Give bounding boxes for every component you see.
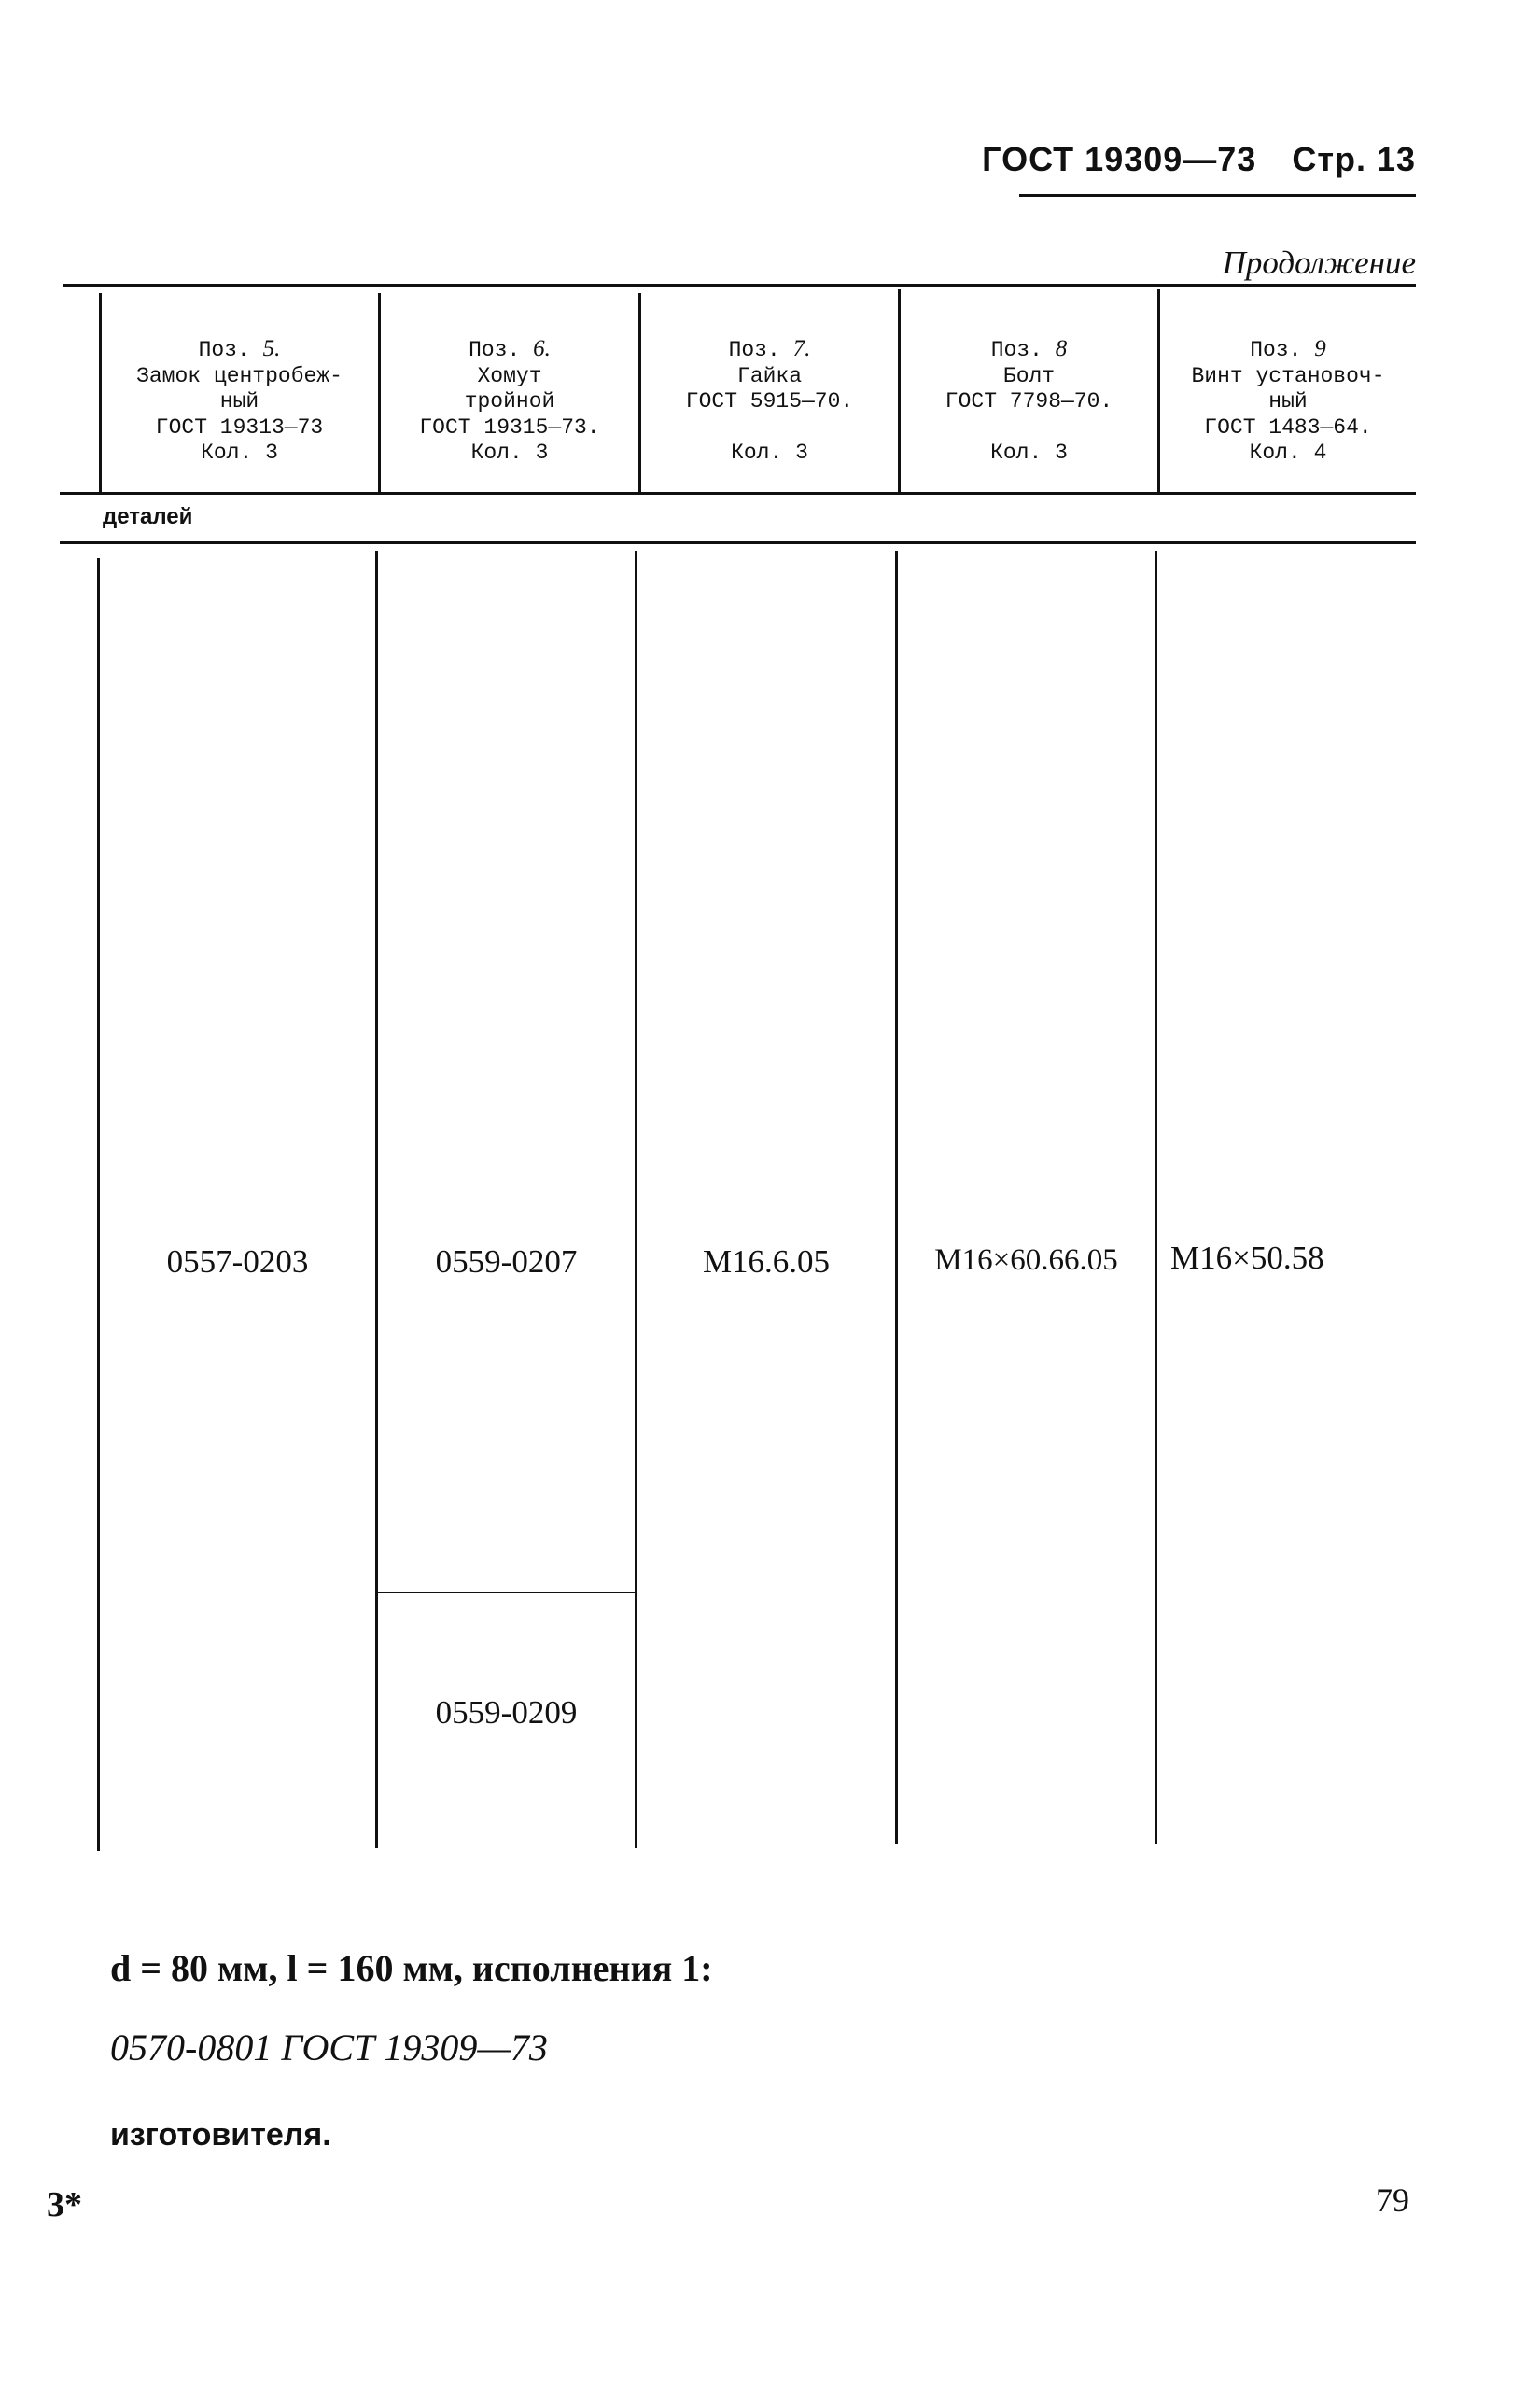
body-col-divider bbox=[97, 558, 100, 1851]
running-header bbox=[982, 140, 1416, 179]
body-col-divider bbox=[895, 551, 898, 1844]
body-col-divider bbox=[1155, 551, 1157, 1844]
column-header-pos7: Поз. 7. Гайка ГОСТ 5915—70. Кол. 3 bbox=[685, 336, 854, 465]
cell-pos8-value: M16×60.66.05 bbox=[934, 1243, 1118, 1277]
header-bottom-rule bbox=[60, 492, 1416, 495]
maker-text: изготовителя. bbox=[110, 2117, 331, 2153]
cell-pos5-value: 0557-0203 bbox=[166, 1243, 309, 1280]
section-bottom-rule bbox=[60, 541, 1416, 544]
column-header-pos8: Поз. 8 Болт ГОСТ 7798—70. Кол. 3 bbox=[945, 336, 1113, 465]
page-number: 79 bbox=[1376, 2181, 1409, 2219]
cell-pos9-value: M16×50.58 bbox=[1170, 1240, 1324, 1276]
dimension-formula: d = 80 мм, l = 160 мм, исполнения 1: bbox=[110, 1947, 713, 1989]
body-col-divider bbox=[635, 551, 637, 1848]
column-header-pos9: Поз. 9 Винт установоч- ный ГОСТ 1483—64. Кол. 4 bbox=[1191, 336, 1385, 465]
column-header-pos5: Поз. 5. Замок центробеж- ный ГОСТ 19313—73 Кол. 3 bbox=[136, 336, 343, 465]
cell-split-rule bbox=[378, 1592, 636, 1593]
product-designation: 0570-0801 ГОСТ 19309—73 bbox=[110, 2026, 548, 2068]
table-top-rule bbox=[63, 284, 1416, 287]
header-underline bbox=[1019, 194, 1416, 197]
header-standard: ГОСТ 19309—73 bbox=[982, 140, 1257, 178]
continuation-label: Продолжение bbox=[1222, 245, 1416, 281]
signature-mark: 3* bbox=[47, 2185, 82, 2224]
header-page: Стр. 13 bbox=[1292, 140, 1416, 178]
cell-pos7-value: M16.6.05 bbox=[702, 1243, 831, 1280]
body-col-divider bbox=[375, 551, 378, 1848]
column-header-pos6: Поз. 6. Хомут тройной ГОСТ 19315—73. Кол. 3 bbox=[419, 336, 600, 465]
cell-pos6-value-bottom: 0559-0209 bbox=[435, 1694, 578, 1731]
cell-pos6-value-top: 0559-0207 bbox=[435, 1243, 578, 1280]
section-label: деталей bbox=[103, 504, 193, 529]
